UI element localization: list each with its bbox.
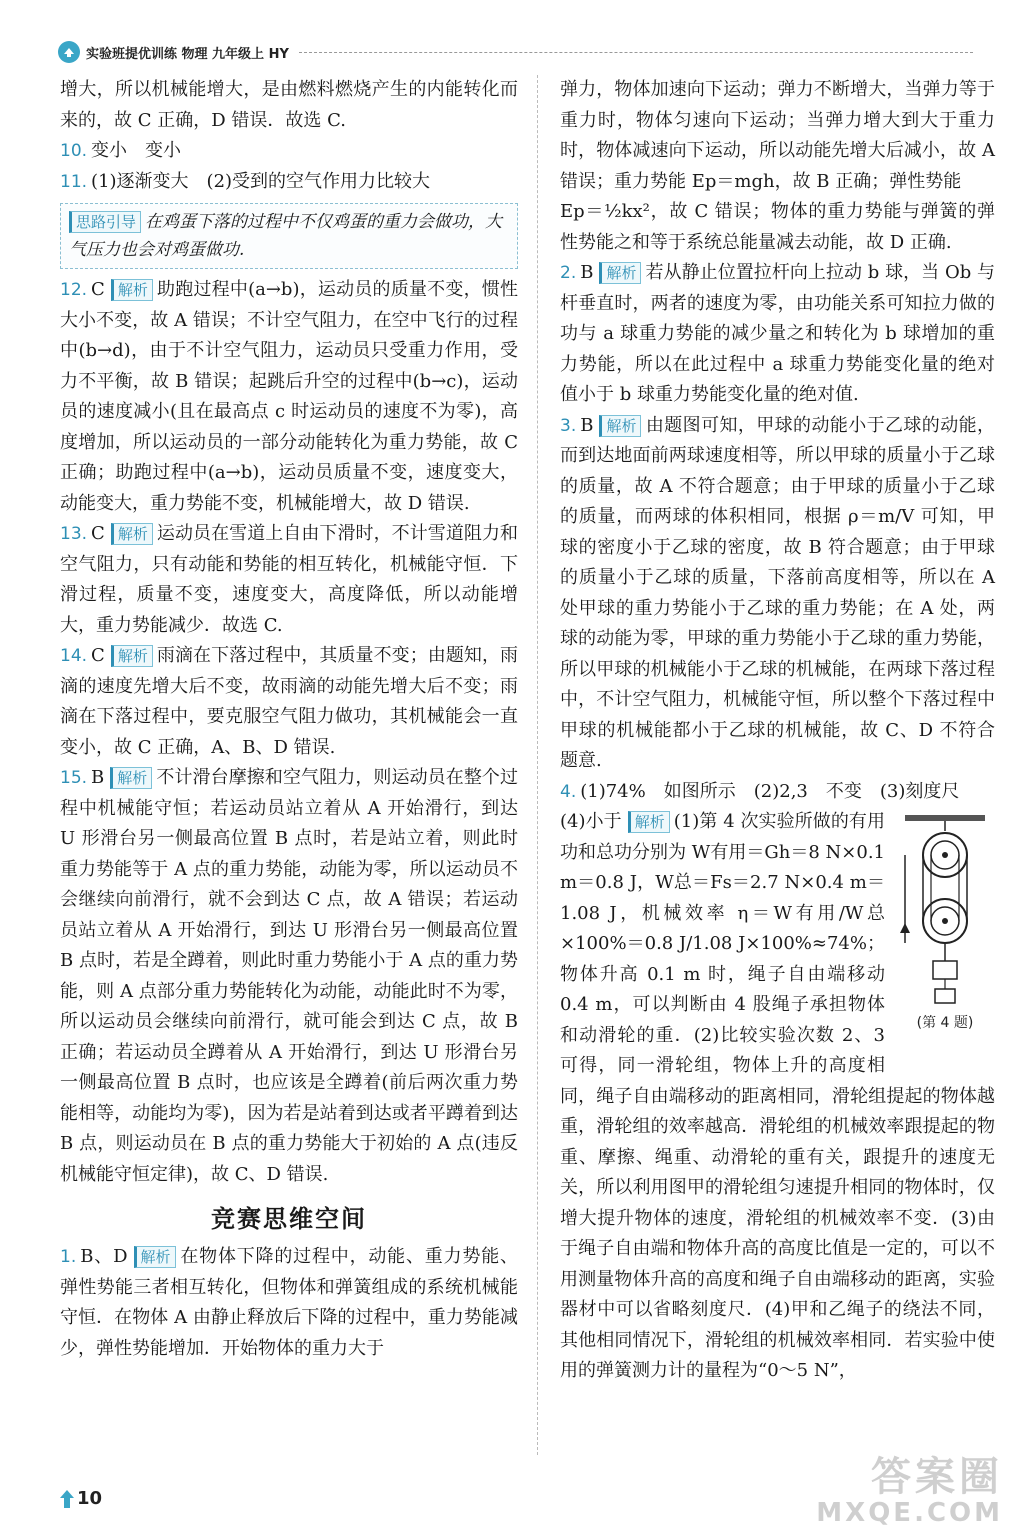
question-13 xyxy=(60,519,518,641)
analysis-text: 雨滴在下落过程中，其质量不变；由题知，雨滴的速度先增大后不变，故雨滴的动能先增大后不变；雨滴在下落过程中，要克服空气阻力做功，其机械能会一直变小，故 C 正确，A、B、D 错误. xyxy=(60,645,518,758)
question-11 xyxy=(60,167,518,198)
analysis-text: (1)第 4 次实验所做的有用功和总功分别为 W有用＝Gh＝8 N×0.1 m＝0.8 J，W总＝Fs＝2.7 N×0.4 m＝1.08 J，机械效率 η＝W有用/W总×100%＝0.8 J/1.08 J×100%≈74%；物体升高 0.1 m 时，绳子自由端移动 0.4 m，可以判断由 4 股绳子承担物体和动滑轮的重．(2)比较实验次数 2、3 可得，同一滑轮组，物体上升的高度相同，绳子自由端移动的距离相同，滑轮组提起的物体越重，滑轮组的效率越高．滑轮组的机械效率跟提起的物重、摩擦、绳重、动滑轮的重有关，跟提升的速度无关，所以利用图甲的滑轮组匀速提升相同的物体时，仅增大提升物体的速度，滑轮组的机械效率不变．(3)由于绳子自由端和物体升高的高度比值是一定的，可以不用测量物体升高的高度和绳子自由端移动的距离，实验器材中可以省略刻度尺．(4)甲和乙绳子的绕法不同，其他相同情况下，滑轮组的机械效率相同．若实验中使用的弹簧测力计的量程为“0～5 N”， xyxy=(560,811,995,1381)
question-number: 14. xyxy=(60,646,88,666)
page-header xyxy=(58,40,973,64)
header-rule xyxy=(299,51,973,53)
watermark xyxy=(813,1454,1003,1528)
question-14 xyxy=(60,641,518,763)
analysis-text: 由题图可知，甲球的动能小于乙球的动能，而到达地面前两球速度相等，所以甲球的质量小于乙球的质量，故 A 不符合题意；由于甲球的质量小于乙球的质量，而两球的体积相同，根据 ρ＝m/V 可知，甲球的密度小于乙球的密度，故 B 符合题意；由于甲球的质量小于乙球的质量，下落前高度相等，所以在 A 处甲球的重力势能小于乙球的重力势能；在 A 处，两球的动能为零，甲球的重力势能小于乙球的重力势能，所以甲球的机械能小于乙球的机械能，在两球下落过程中，不计空气阻力，机械能守恒，所以整个下落过程中甲球的机械能都小于乙球的机械能，故 C、D 不符合题意. xyxy=(560,414,995,771)
answer-line: (1)74% 如图所示 (2)2,3 不变 (3)刻度尺 xyxy=(580,780,960,802)
pulley-diagram xyxy=(895,813,995,1048)
question-number: 11. xyxy=(60,171,88,192)
question-number: 1. xyxy=(60,1247,77,1267)
page-number-text: 10 xyxy=(77,1488,103,1509)
competition-question-2 xyxy=(560,258,995,411)
question-number: 13. xyxy=(60,524,88,544)
left-column xyxy=(60,75,518,1364)
answer-text: 变小 变小 xyxy=(91,140,182,161)
analysis-text: 助跑过程中(a→b)，运动员的质量不变，惯性大小不变，故 A 错误；不计空气阻力，在空中飞行的过程中(b→d)，由于不计空气阻力，运动员只受重力作用，受力不平衡，故 B 错误；起跳后升空的过程中(b→c)，运动员的速度减小(且在最高点 c 时运动员的速度不为零)，高度增加，所以运动员的一部分动能转化为重力势能，故 C 正确；助跑过程中(a→b)，运动员质量不变，速度变大，动能变大，重力势能不变，机械能增大，故 D 错误. xyxy=(60,279,518,514)
analysis-tag: 解析 xyxy=(599,415,641,437)
analysis-tag: 解析 xyxy=(111,279,153,301)
answer-text: (1)逐渐变大 (2)受到的空气作用力比较大 xyxy=(91,170,431,192)
page-arrow-icon xyxy=(60,1490,74,1508)
answer-choice: C xyxy=(91,279,105,300)
question-10 xyxy=(60,136,518,167)
figure-caption: (第 4 题) xyxy=(916,1015,974,1031)
answer-choice: C xyxy=(91,523,105,544)
continued-text: 弹力，物体加速向下运动；弹力不断增大，当弹力等于重力时，物体匀速向下运动；当弹力增大到大于重力时，物体减速向下运动，所以动能先增大后减小，故 A 错误；重力势能 Ep＝mgh，故 B 正确；弹性势能 xyxy=(560,79,995,192)
answer-choice: B xyxy=(580,262,594,283)
answer-choice: B、D xyxy=(80,1246,128,1267)
right-column xyxy=(560,75,995,1387)
question-number: 10. xyxy=(60,141,88,161)
hint-box xyxy=(60,203,518,269)
analysis-tag: 解析 xyxy=(628,811,670,833)
watermark-line-1: 答案圈 xyxy=(871,1454,1003,1500)
watermark-line-2: MXQE.COM xyxy=(816,1498,1003,1528)
section-title: 竞赛思维空间 xyxy=(211,1205,367,1233)
pulley-figure xyxy=(895,813,995,1048)
analysis-text: 若从静止位置拉杆向上拉动 b 球，当 Ob 与杆垂直时，两者的速度为零，由功能关系可知拉力做的功与 a 球重力势能的减少量之和转化为 b 球增加的重力势能，所以在此过程中 a 球重力势能变化量的绝对值小于 b 球重力势能变化量的绝对值. xyxy=(560,262,995,405)
answer-choice: C xyxy=(91,645,105,666)
analysis-tag: 解析 xyxy=(111,523,153,545)
hint-text: 在鸡蛋下落的过程中不仅鸡蛋的重力会做功，大气压力也会对鸡蛋做功. xyxy=(69,212,503,260)
analysis-tag: 解析 xyxy=(599,262,641,284)
question-number: 2. xyxy=(560,263,577,283)
analysis-text: 不计滑台摩擦和空气阻力，则运动员在整个过程中机械能守恒；若运动员站立着从 A 开始滑行，到达 U 形滑台另一侧最高位置 B 点时，若是站立着，则此时重力势能等于 A 点的重力势能，动能为零，所以运动员不会继续向前滑行，就不会到达 C 点，故 A 错误；若运动员站立着从 A 开始滑行，到达 U 形滑台另一侧最高位置 B 点时，若是全蹲着，则此时重力势能小于 A 点的重力势能，则 A 点部分重力势能转化为动能，动能此时不为零，所以运动员会继续向前滑行，就可能会到达 C 点，故 B 正确；若运动员全蹲着从 A 开始滑行，到达 U 形滑台另一侧最高位置 B 点时，也应该是全蹲着(前后两次重力势能相等，动能均为零)，因为若是站着到达或者平蹲着到达 B 点，则运动员在 B 点的重力势能大于初始的 A 点(违反机械能守恒定律)，故 C、D 错误. xyxy=(60,767,518,1185)
continued-text: 增大，所以机械能增大，是由燃料燃烧产生的内能转化而来的，故 C 正确，D 错误．故选 C. xyxy=(60,79,518,131)
answer-choice: (4)小于 xyxy=(560,811,622,832)
continued-text: Ep＝½kx²，故 C 错误；物体的重力势能与弹簧的弹性势能之和等于系统总能量减去动能，故 D 正确. xyxy=(560,201,995,253)
header-title: 实验班提优训练 物理 九年级上 HY xyxy=(86,46,289,62)
competition-question-3 xyxy=(560,411,995,777)
column-divider xyxy=(537,75,538,1455)
answer-choice: B xyxy=(580,414,594,436)
question-number: 12. xyxy=(60,280,88,300)
page-number xyxy=(60,1488,102,1509)
competition-question-1 xyxy=(60,1242,518,1364)
analysis-text: 运动员在雪道上自由下滑时，不计雪道阻力和空气阻力，只有动能和势能的相互转化，机械能守恒．下滑过程，质量不变，速度变大，高度降低，所以动能增大，重力势能减少．故选 C. xyxy=(60,523,518,636)
question-number: 15. xyxy=(60,768,88,788)
question-12 xyxy=(60,275,518,519)
analysis-tag: 解析 xyxy=(110,767,152,789)
question-15 xyxy=(60,763,518,1190)
question-number: 4. xyxy=(560,781,577,802)
hint-tag: 思路引导 xyxy=(69,211,141,233)
analysis-text: 在物体下降的过程中，动能、重力势能、弹性势能三者相互转化，但物体和弹簧组成的系统机械能守恒．在物体 A 由静止释放后下降的过程中，重力势能减少，弹性势能增加．开始物体的重力大于 xyxy=(60,1246,518,1359)
competition-question-4 xyxy=(560,777,995,1387)
analysis-tag: 解析 xyxy=(134,1246,176,1268)
question-number: 3. xyxy=(560,415,577,436)
book-logo-icon xyxy=(58,41,80,63)
analysis-tag: 解析 xyxy=(111,645,153,667)
answer-choice: B xyxy=(91,767,105,788)
